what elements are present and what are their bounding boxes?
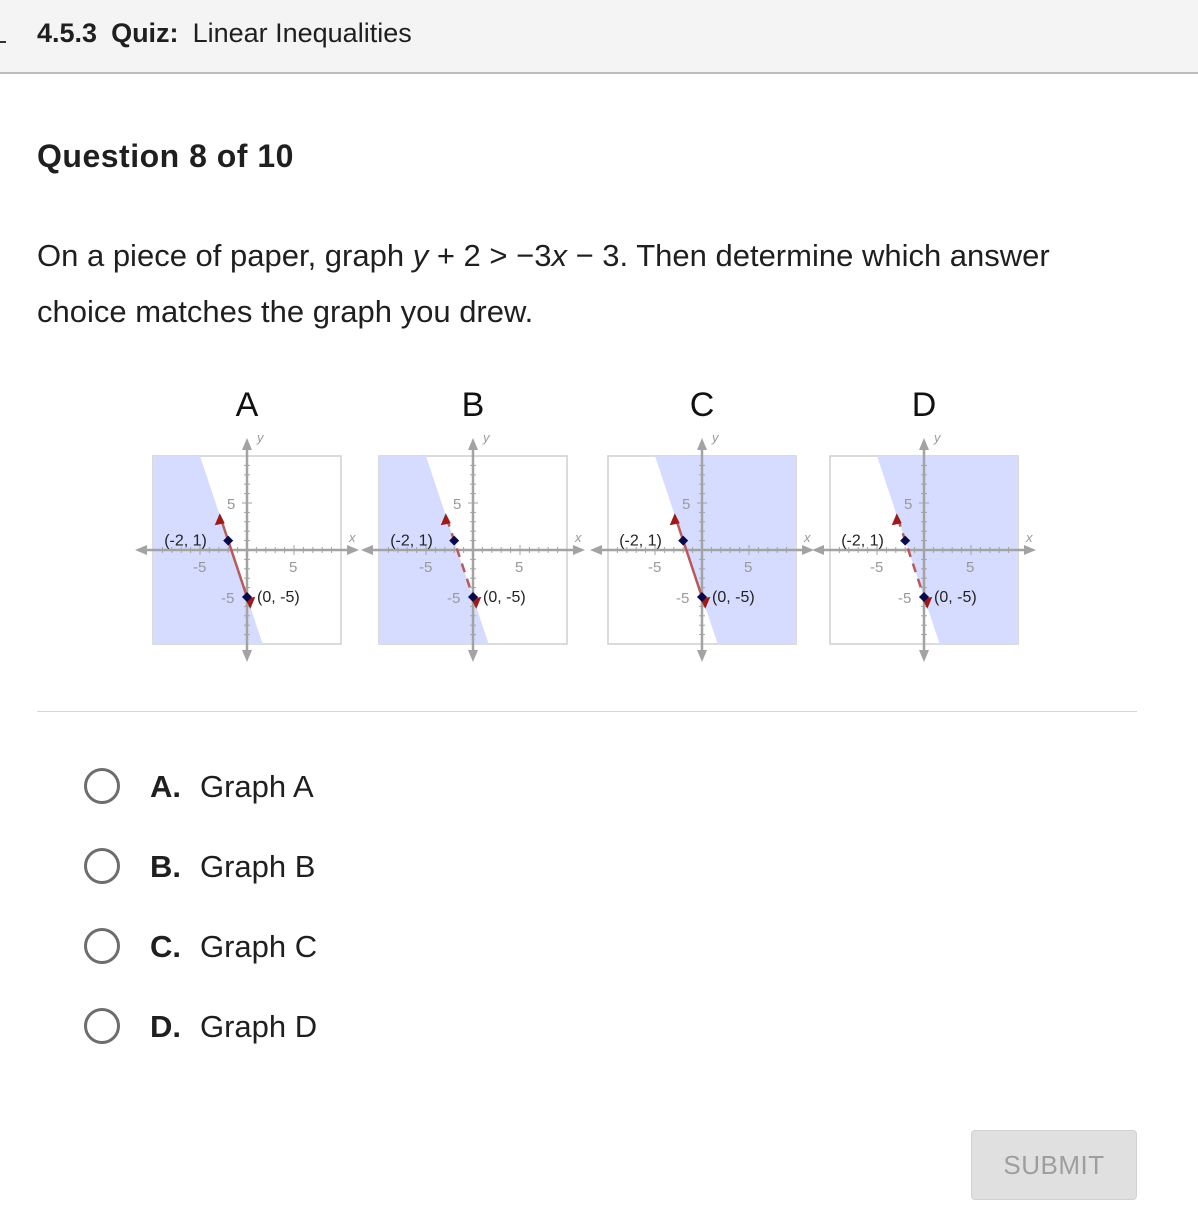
x-axis-arrow-right xyxy=(347,545,359,555)
choice-c[interactable] xyxy=(84,927,584,971)
header-edge-mark xyxy=(0,41,6,43)
y-axis-arrow-up xyxy=(919,438,929,450)
x-axis-label: x xyxy=(575,530,582,545)
y-axis-label: y xyxy=(934,430,941,445)
graph-c xyxy=(590,386,814,662)
y-axis-arrow-up xyxy=(468,438,478,450)
graph-title: B xyxy=(461,386,485,424)
x-axis-label: x xyxy=(1026,530,1033,545)
graph-b xyxy=(361,386,585,662)
x-axis-arrow-left xyxy=(812,545,824,555)
x-tick-label-neg5: -5 xyxy=(648,559,662,576)
y-axis-arrow-down xyxy=(697,650,707,662)
choice-b-radio[interactable] xyxy=(84,848,120,884)
choice-a-text: Graph A xyxy=(200,769,314,804)
point-label-0-neg5: (0, -5) xyxy=(712,589,755,606)
graph-a xyxy=(135,386,359,662)
question-prompt xyxy=(37,228,1137,340)
choice-d-letter: D. xyxy=(150,1009,181,1044)
x-axis-arrow-right xyxy=(573,545,585,555)
choice-d[interactable] xyxy=(84,1007,584,1051)
choice-a-radio[interactable] xyxy=(84,768,120,804)
prompt-text-3: − 3. Then determine which answer choice matches the graph you drew. xyxy=(37,238,1050,329)
point-label-neg2-1: (-2, 1) xyxy=(390,532,433,550)
y-axis-arrow-up xyxy=(697,438,707,450)
choice-d-text: Graph D xyxy=(200,1009,318,1044)
y-axis-label: y xyxy=(483,430,490,445)
y-axis-arrow-down xyxy=(919,650,929,662)
y-tick-label-5: 5 xyxy=(453,496,462,513)
x-tick-label-neg5: -5 xyxy=(870,559,884,576)
choice-d-radio[interactable] xyxy=(84,1008,120,1044)
x-tick-label-5: 5 xyxy=(966,559,975,576)
x-axis-arrow-left xyxy=(590,545,602,555)
quiz-title xyxy=(37,18,412,48)
choice-c-radio[interactable] xyxy=(84,928,120,964)
x-axis-label: x xyxy=(349,530,356,545)
prompt-text-1: On a piece of paper, graph xyxy=(37,238,413,273)
prompt-var-y: y xyxy=(412,238,429,273)
quiz-code: 4.5.3 xyxy=(37,18,98,48)
x-axis-arrow-right xyxy=(1024,545,1036,555)
y-tick-label-neg5: -5 xyxy=(676,590,690,607)
submit-button[interactable]: SUBMIT xyxy=(971,1130,1137,1200)
y-axis-arrow-down xyxy=(468,650,478,662)
prompt-text-2: + 2 > −3 xyxy=(428,238,552,273)
choice-b[interactable] xyxy=(84,847,584,891)
prompt-var-x: x xyxy=(551,238,567,273)
quiz-name: Linear Inequalities xyxy=(192,18,412,48)
quiz-label: Quiz: xyxy=(111,18,179,48)
graph-d xyxy=(812,386,1036,662)
y-axis-label: y xyxy=(257,430,264,445)
choice-c-text: Graph C xyxy=(200,929,318,964)
x-tick-label-5: 5 xyxy=(289,559,298,576)
question-number: Question 8 of 10 xyxy=(37,138,294,174)
y-axis-arrow-down xyxy=(242,650,252,662)
y-tick-label-5: 5 xyxy=(682,496,691,513)
x-tick-label-neg5: -5 xyxy=(419,559,433,576)
y-axis-label: y xyxy=(712,430,719,445)
x-axis-arrow-left xyxy=(361,545,373,555)
point-label-neg2-1: (-2, 1) xyxy=(164,532,207,550)
choice-c-letter: C. xyxy=(150,929,181,964)
y-tick-label-neg5: -5 xyxy=(447,590,461,607)
x-axis-label: x xyxy=(804,530,811,545)
y-tick-label-5: 5 xyxy=(227,496,236,513)
graph-title: A xyxy=(235,386,259,424)
y-tick-label-neg5: -5 xyxy=(898,590,912,607)
point-label-0-neg5: (0, -5) xyxy=(483,589,526,606)
graph-title: C xyxy=(689,386,715,424)
x-tick-label-5: 5 xyxy=(744,559,753,576)
y-axis-arrow-up xyxy=(242,438,252,450)
x-axis-arrow-left xyxy=(135,545,147,555)
point-label-neg2-1: (-2, 1) xyxy=(841,532,884,550)
choice-a[interactable] xyxy=(84,767,584,811)
quiz-header xyxy=(0,0,1198,74)
x-tick-label-neg5: -5 xyxy=(193,559,207,576)
y-tick-label-5: 5 xyxy=(904,496,913,513)
y-tick-label-neg5: -5 xyxy=(221,590,235,607)
point-label-neg2-1: (-2, 1) xyxy=(619,532,662,550)
choice-b-text: Graph B xyxy=(200,849,316,884)
graphs-figure xyxy=(130,380,1050,670)
x-tick-label-5: 5 xyxy=(515,559,524,576)
section-divider xyxy=(37,711,1137,712)
point-label-0-neg5: (0, -5) xyxy=(934,589,977,606)
choice-b-letter: B. xyxy=(150,849,181,884)
choice-a-letter: A. xyxy=(150,769,181,804)
point-label-0-neg5: (0, -5) xyxy=(257,589,300,606)
answer-graphs xyxy=(130,380,1050,670)
graph-title: D xyxy=(911,386,937,424)
